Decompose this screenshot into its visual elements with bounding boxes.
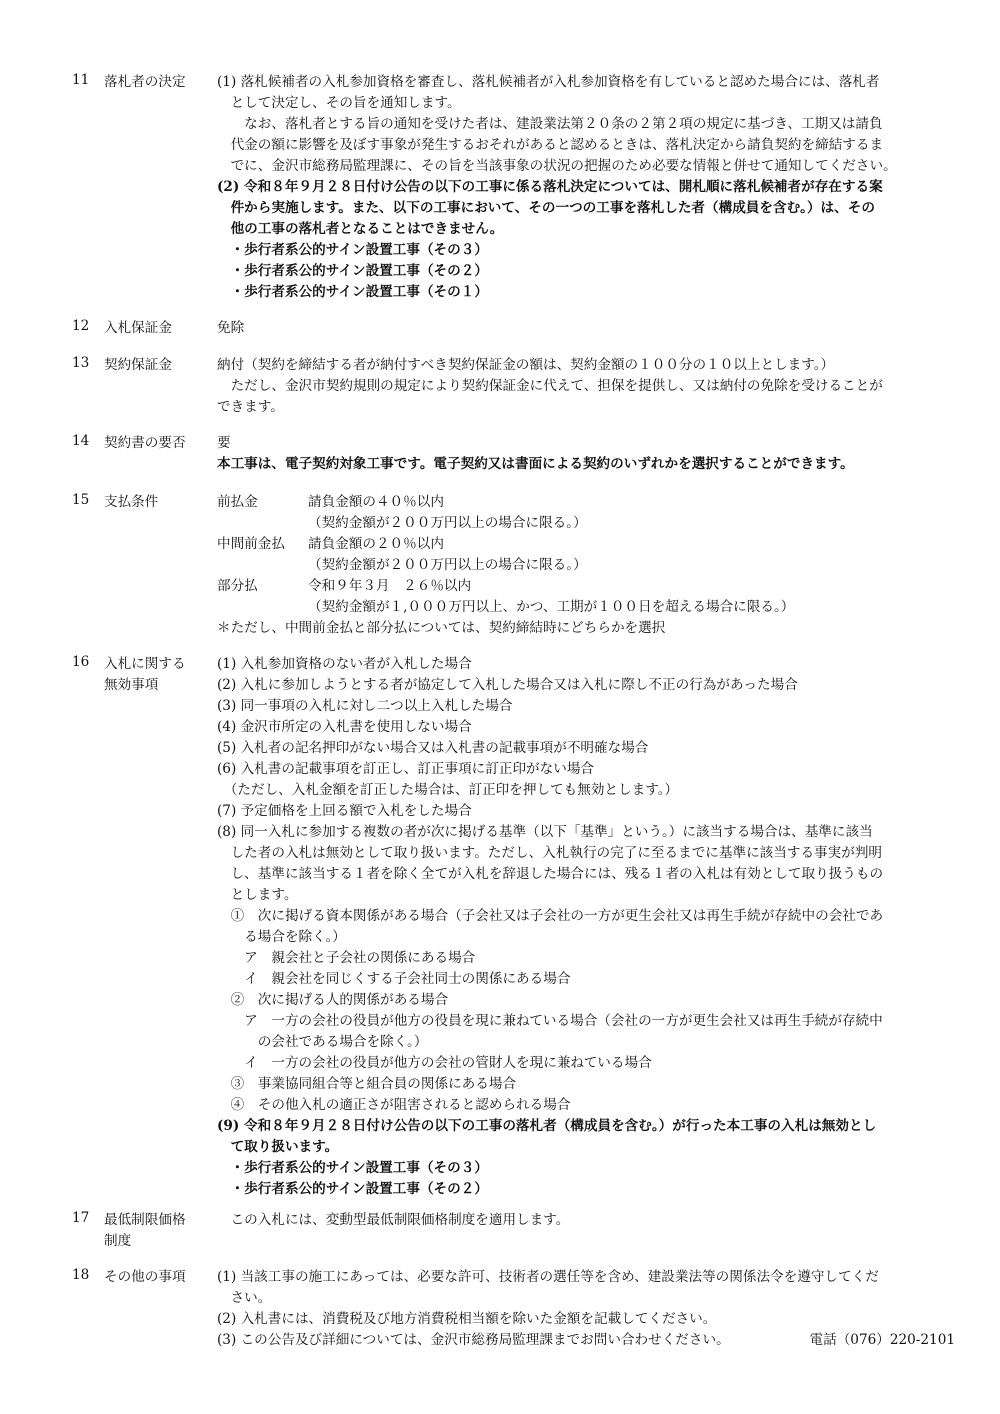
bold-text-line: 他の工事の落札者となることはできません。 xyxy=(217,221,504,237)
text-line: (7) 予定価格を上回る額で入札をした場合 xyxy=(217,803,472,819)
payment-value: （契約金額が１,０００万円以上、かつ、工期が１００日を超える場合に限る。） xyxy=(308,599,795,615)
section-body xyxy=(217,72,955,303)
text-line: 免除 xyxy=(217,320,245,336)
text-line: ア 一方の会社の役員が他方の役員を現に兼ねている場合（会社の一方が更生会社又は再生手続が存続中 xyxy=(217,1013,883,1029)
text-line: イ 一方の会社の役員が他方の会社の管財人を現に兼ねている場合 xyxy=(217,1055,652,1071)
text-line: 納付（契約を締結する者が納付すべき契約保証金の額は、契約金額の１００分の１０以上とします。） xyxy=(217,357,835,373)
bold-text-line: ・歩行者系公的サイン設置工事（その３） xyxy=(217,1160,488,1176)
section-body xyxy=(217,1267,955,1351)
payment-value: 請負金額の４０％以内 xyxy=(308,494,444,510)
text-line: イ 親会社を同じくする子会社同士の関係にある場合 xyxy=(217,971,571,987)
text-line: （ただし、入札金額を訂正した場合は、訂正印を押しても無効とします。） xyxy=(217,782,679,798)
section-title xyxy=(104,1210,214,1252)
text-line: (8) 同一入札に参加する複数の者が次に掲げる基準（以下「基準」という。）に該当する場合は、基準に該当 xyxy=(217,824,873,840)
section-title xyxy=(104,654,214,696)
section-number: 17 xyxy=(72,1210,90,1226)
payment-row xyxy=(217,492,955,513)
text-line: 代金の額に影響を及ぼす事象が発生するおそれがあると認めるときは、落札決定から請負契約を締結するま xyxy=(217,137,884,153)
text-line: (2) 入札書には、消費税及び地方消費税相当額を除いた金額を記載してください。 xyxy=(217,1311,717,1327)
text-line: でに、金沢市総務局監理課に、その旨を当該事象の状況の把握のため必要な情報と併せて通知してください。 xyxy=(217,158,897,174)
section-title: 契約保証金 xyxy=(104,357,172,373)
text-line: (1) 当該工事の施工にあっては、必要な許可、技術者の選任等を含め、建設業法等の関係法令を遵守してくだ xyxy=(217,1269,879,1285)
text-line: (5) 入札者の記名押印がない場合又は入札書の記載事項が不明確な場合 xyxy=(217,740,649,756)
text-line: (6) 入札書の記載事項を訂正し、訂正事項に訂正印がない場合 xyxy=(217,761,595,777)
text-line: (3) 同一事項の入札に対し二つ以上入札した場合 xyxy=(217,698,513,714)
text-line: ただし、金沢市契約規則の規定により契約保証金に代えて、担保を提供し、又は納付の免除を受けることが xyxy=(217,378,883,394)
text-line: し、基準に該当する１者を除く全てが入札を辞退した場合には、残る１者の入札は有効として取り扱うもの xyxy=(217,866,884,882)
payment-row xyxy=(217,597,955,618)
section-title-line: 最低制限価格 xyxy=(104,1212,186,1228)
bold-text-line: ・歩行者系公的サイン設置工事（その３） xyxy=(217,242,488,258)
section-body xyxy=(217,318,955,339)
section-title: 入札保証金 xyxy=(104,320,172,336)
text-line: ア 親会社と子会社の関係にある場合 xyxy=(217,950,476,966)
text-line: (4) 金沢市所定の入札書を使用しない場合 xyxy=(217,719,472,735)
section-number: 13 xyxy=(72,355,90,371)
bold-text-line: ・歩行者系公的サイン設置工事（その１） xyxy=(217,284,488,300)
payment-row xyxy=(217,576,955,597)
section-number: 12 xyxy=(72,318,90,334)
payment-row xyxy=(217,534,955,555)
text-line: した者の入札は無効として取り扱います。ただし、入札執行の完了に至るまでに基準に該当する事実が判明 xyxy=(217,845,883,861)
bold-text-line: て取り扱います。 xyxy=(217,1139,339,1155)
section-number: 16 xyxy=(72,654,90,670)
section-title-line: 制度 xyxy=(104,1233,132,1249)
text-line xyxy=(217,1330,955,1351)
payment-value: 請負金額の２０％以内 xyxy=(308,536,444,552)
text-line: ③ 事業協同組合等と組合員の関係にある場合 xyxy=(217,1076,517,1092)
text-line: とします。 xyxy=(217,887,298,903)
text-line: さい。 xyxy=(217,1290,272,1306)
section-number: 14 xyxy=(72,433,90,449)
section-body xyxy=(217,654,955,1200)
text-line: なお、落札者とする旨の通知を受けた者は、建設業法第２０条の２第２項の規定に基づき、工期又は請負 xyxy=(217,116,883,132)
section-body xyxy=(217,1210,955,1231)
section-title-line: 入札に関する xyxy=(104,656,186,672)
payment-label: 前払金 xyxy=(217,494,258,510)
text-line: の会社である場合を除く。） xyxy=(217,1034,428,1050)
section-title: その他の事項 xyxy=(104,1269,186,1285)
section-number: 18 xyxy=(72,1267,90,1283)
text-line: ④ その他入札の適正さが阻害されると認められる場合 xyxy=(217,1097,571,1113)
section-body xyxy=(217,433,955,475)
bold-text-line: 本工事は、電子契約対象工事です。電子契約又は書面による契約のいずれかを選択することができます。 xyxy=(217,456,854,472)
bold-text-line: ・歩行者系公的サイン設置工事（その２） xyxy=(217,1181,488,1197)
text-line: 要 xyxy=(217,435,231,451)
text-line: この入札には、変動型最低制限価格制度を適用します。 xyxy=(217,1212,570,1228)
phone-number: 電話（076）220-2101 xyxy=(809,1332,955,1348)
section-title: 支払条件 xyxy=(104,494,159,510)
section-title: 契約書の要否 xyxy=(104,435,186,451)
text-line: ① 次に掲げる資本関係がある場合（子会社又は子会社の一方が更生会社又は再生手続が存続中の会社であ xyxy=(217,908,884,924)
payment-note: ＊ただし、中間前金払と部分払については、契約締結時にどちらかを選択 xyxy=(217,620,666,636)
section-title-line: 無効事項 xyxy=(104,677,159,693)
contact-text: (3) この公告及び詳細については、金沢市総務局監理課までお問い合わせください。 xyxy=(217,1332,730,1348)
payment-value: （契約金額が２００万円以上の場合に限る。） xyxy=(308,557,587,573)
text-line: として決定し、その旨を通知します。 xyxy=(217,95,461,111)
section-number: 11 xyxy=(72,72,90,88)
bold-text-line: (2) 令和８年９月２８日付け公告の以下の工事に係る落札決定については、開札順に落札候補者が存在する案 xyxy=(217,179,883,195)
text-line: る場合を除く。） xyxy=(217,929,346,945)
bold-text-line: ・歩行者系公的サイン設置工事（その２） xyxy=(217,263,488,279)
payment-label: 中間前金払 xyxy=(217,536,285,552)
text-line: ② 次に掲げる人的関係がある場合 xyxy=(217,992,449,1008)
section-body xyxy=(217,355,955,418)
payment-row xyxy=(217,513,955,534)
section-body xyxy=(217,492,955,639)
bold-text-line: (9) 令和８年９月２８日付け公告の以下の工事の落札者（構成員を含む。）が行った本工事の入札は無効とし xyxy=(217,1118,877,1134)
payment-value: （契約金額が２００万円以上の場合に限る。） xyxy=(308,515,587,531)
payment-row xyxy=(217,555,955,576)
text-line: (2) 入札に参加しようとする者が協定して入札した場合又は入札に際し不正の行為があった場合 xyxy=(217,677,798,693)
section-number: 15 xyxy=(72,492,90,508)
section-title: 落札者の決定 xyxy=(104,74,186,90)
text-line: できます。 xyxy=(217,399,284,415)
bold-text-line: 件から実施します。また、以下の工事において、その一つの工事を落札した者（構成員を含む。）は、その xyxy=(217,200,875,216)
payment-value: 令和９年３月 ２６％以内 xyxy=(308,578,472,594)
text-line: (1) 入札参加資格のない者が入札した場合 xyxy=(217,656,472,672)
text-line: (1) 落札候補者の入札参加資格を審査し、落札候補者が入札参加資格を有していると認めた場合には、落札者 xyxy=(217,74,880,90)
payment-label: 部分払 xyxy=(217,578,258,594)
